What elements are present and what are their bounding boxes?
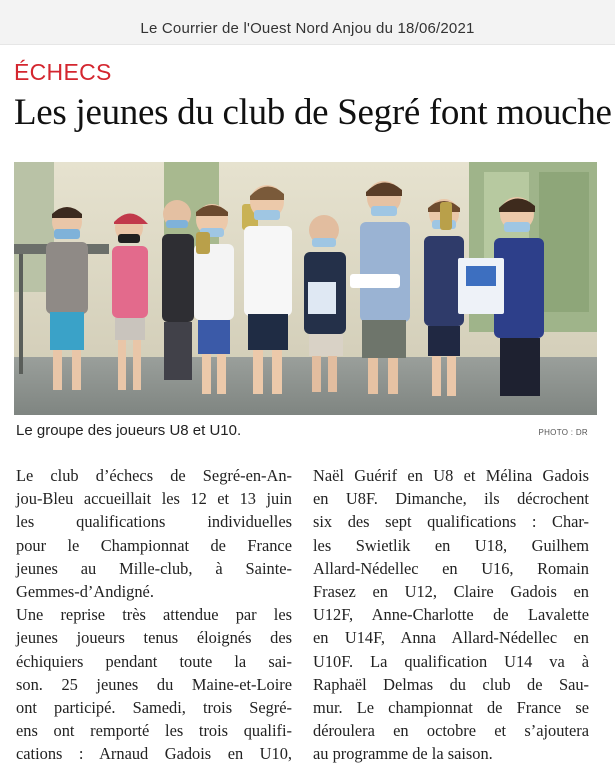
article-line: cations : Arnaud Gadois en U10, xyxy=(16,744,292,764)
group-photo xyxy=(14,162,597,415)
article-line: en U8F. Dimanche, ils décrochent xyxy=(313,489,589,509)
article-line: Le club d’échecs de Segré-en-An- xyxy=(16,466,292,485)
section-kicker: ÉCHECS xyxy=(14,59,112,85)
article-line: Gemmes-d’Andigné. xyxy=(16,582,154,602)
article-line: en U14F, Anna Allard-Nédellec en xyxy=(313,628,589,648)
article-line: Raphaël Delmas du club de Sau- xyxy=(313,674,589,694)
article-line: jeunes joueurs tenus éloignés des xyxy=(16,628,292,648)
article-line: ont participé. Samedi, trois Segré- xyxy=(16,698,292,718)
article-line: les Swietlik en U18, Guilhem xyxy=(313,535,589,555)
source-line: Le Courrier de l'Ouest Nord Anjou du 18/06/2021 xyxy=(140,20,475,37)
article-line: au programme de la saison. xyxy=(313,744,493,764)
article-line: Une reprise très attendue par les xyxy=(16,605,292,625)
article-line: Naël Guérif en U8 et Mélina Gadois xyxy=(313,466,589,485)
group-photo-illustration xyxy=(14,162,597,415)
article-line: U10F. La qualification U14 va à xyxy=(313,651,589,671)
photo-credit: PHOTO : DR xyxy=(538,428,588,437)
article-line: jou-Bleu accueillait les 12 et 13 juin xyxy=(16,489,292,509)
photo-caption: Le groupe des joueurs U8 et U10. xyxy=(16,422,242,439)
article-line: jeunes au Mille-club, à Sainte- xyxy=(16,558,292,578)
article-column-1 xyxy=(16,464,292,766)
article-line: échiquiers pendant toute la sai- xyxy=(16,651,292,671)
article-line: déroulera en octobre et s’ajoutera xyxy=(313,721,589,741)
article-line: mur. Le championnat de France se xyxy=(313,698,589,718)
article-line: ens ont remporté les trois qualifi- xyxy=(16,721,292,741)
article-line: six des sept qualifications : Char- xyxy=(313,512,589,532)
article-column-2 xyxy=(313,464,589,766)
article-line: Allard-Nédellec en U16, Romain xyxy=(313,558,589,578)
article-line: pour le Championnat de France xyxy=(16,535,292,555)
article-line: Frasez en U12, Claire Gadois en xyxy=(313,582,589,602)
article-line: les qualifications individuelles xyxy=(16,512,292,532)
article-line: U12F, Anne-Charlotte de Lavalette xyxy=(313,605,589,625)
headline: Les jeunes du club de Segré font mouche xyxy=(14,92,612,133)
article-line: son. 25 jeunes du Maine-et-Loire xyxy=(16,674,292,694)
